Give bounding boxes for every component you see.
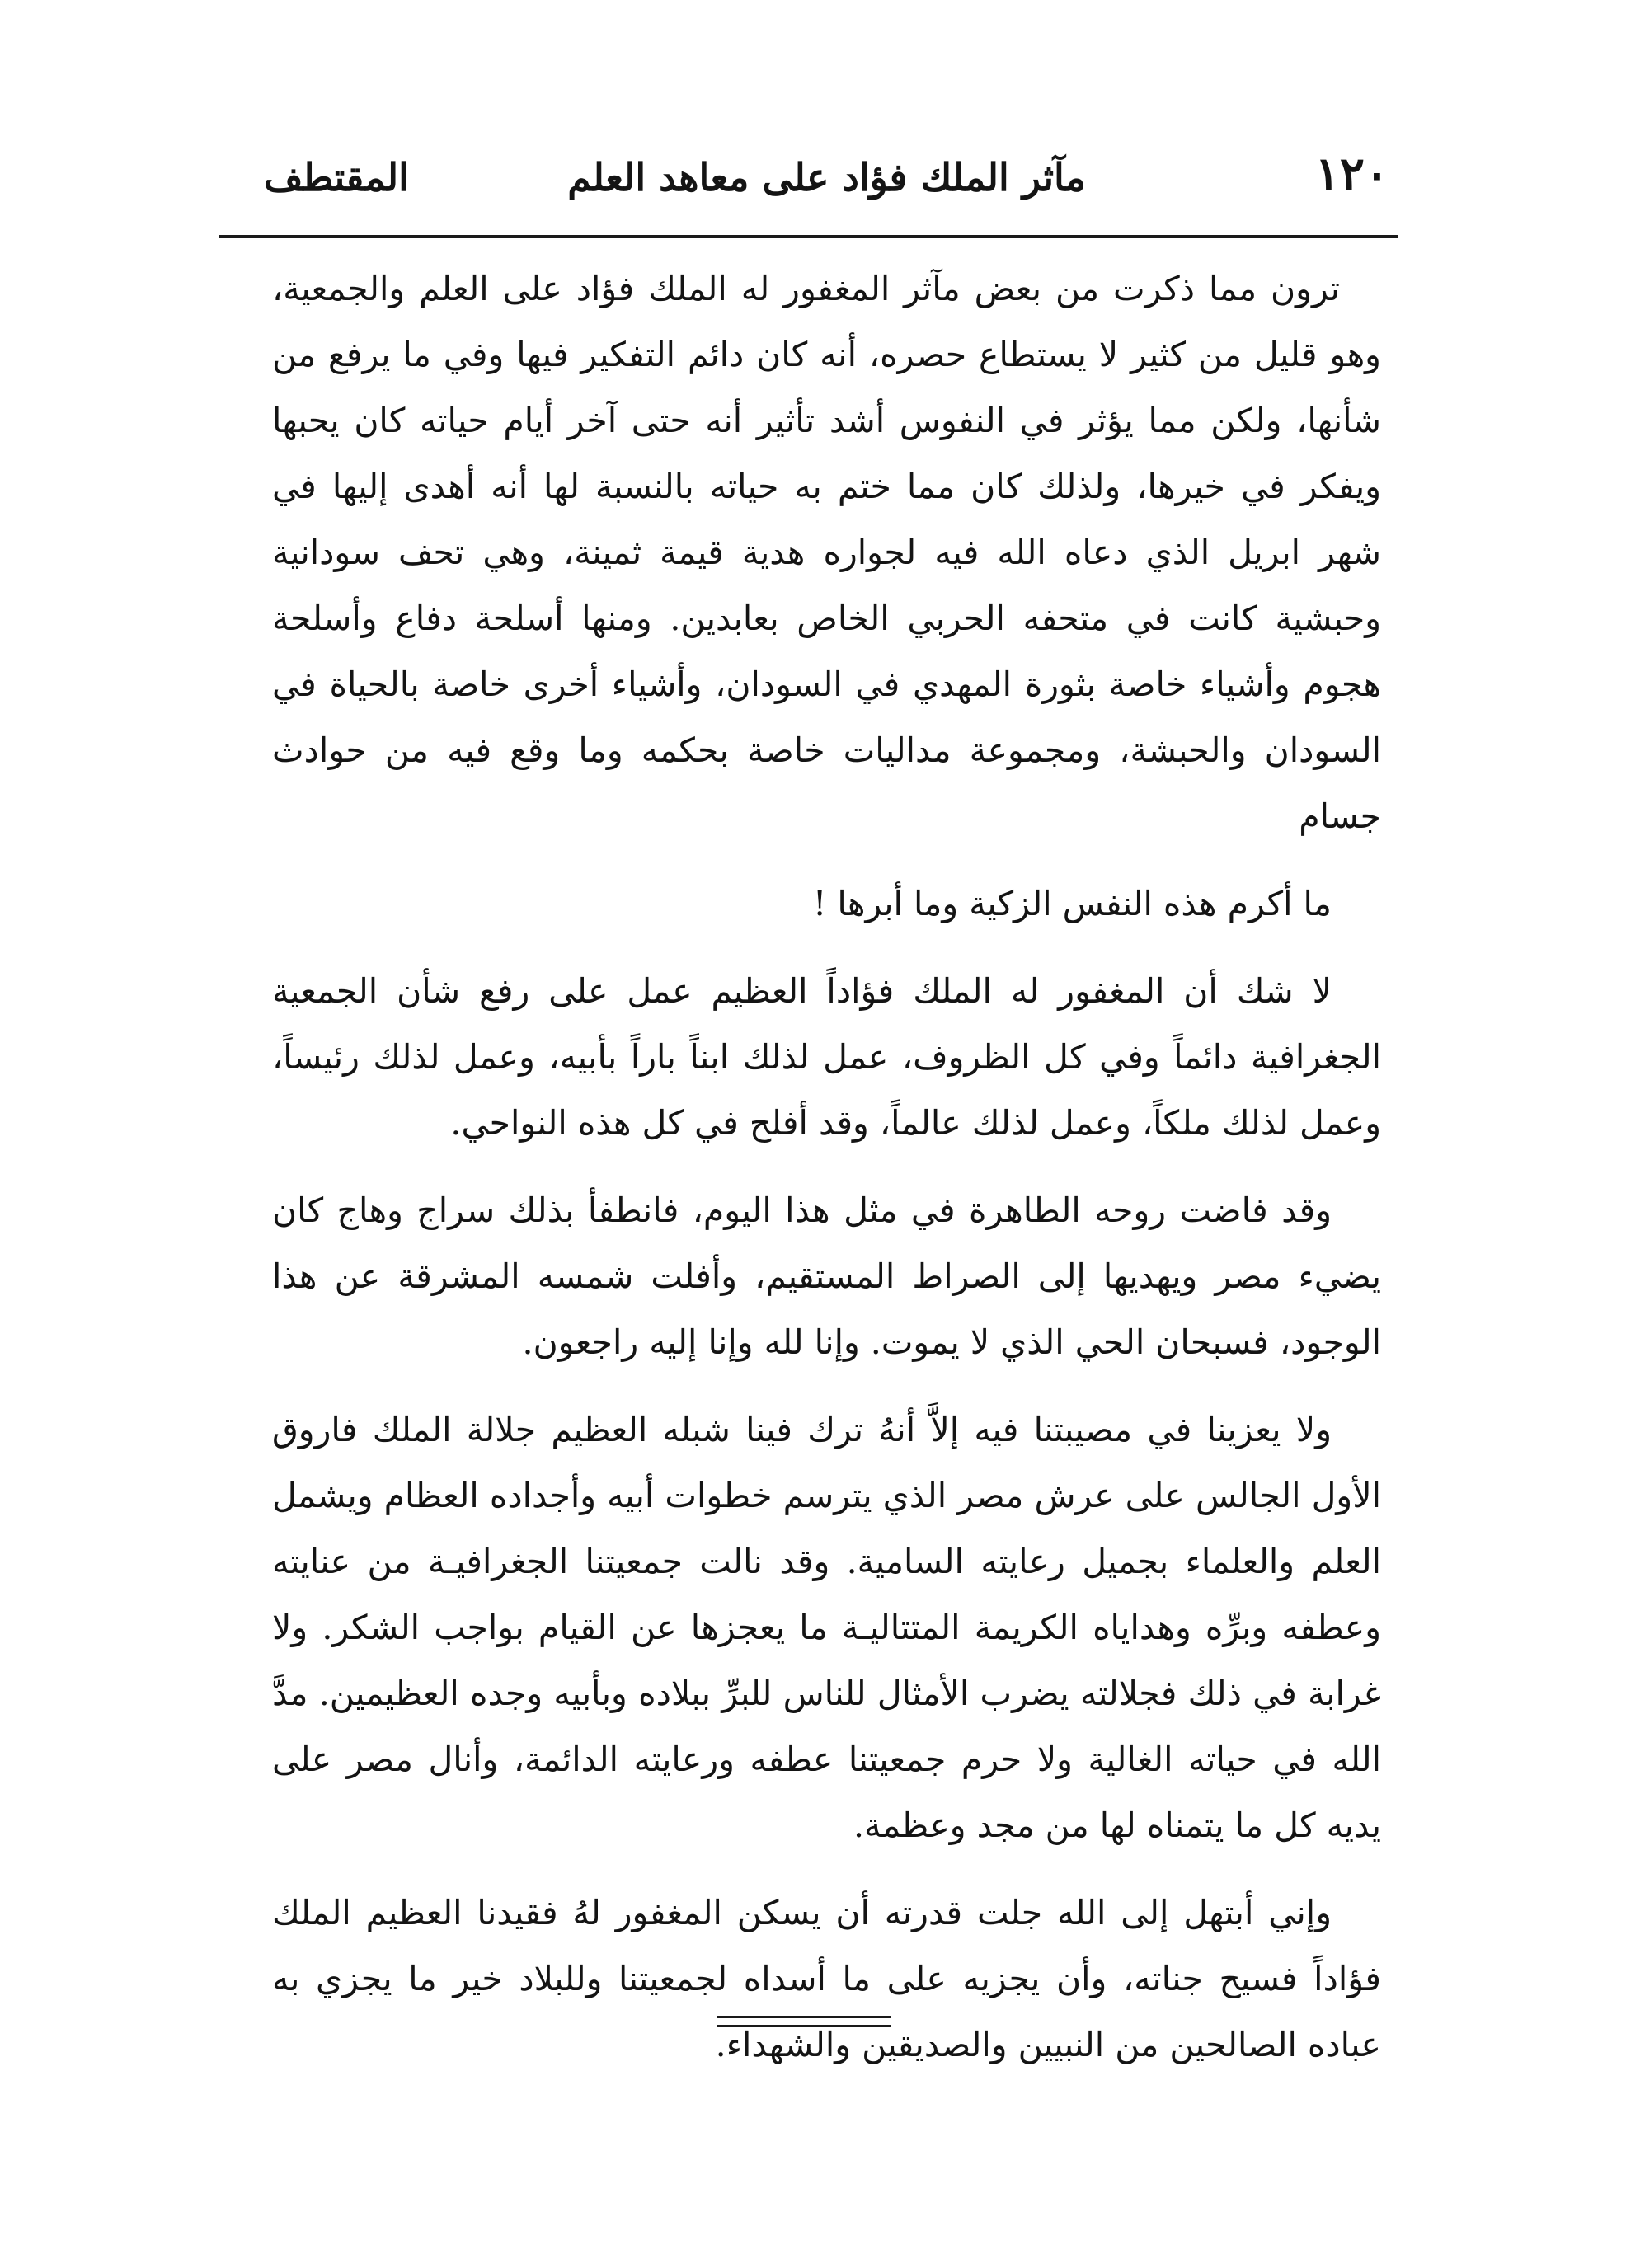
closing-rule-top (717, 2016, 891, 2018)
paragraph-3: لا شك أن المغفور له الملك فؤاداً العظيم عمل على رفع شأن الجمعية الجغرافية دائماً وفي كل الظروف، عمل لذلك ابناً باراً بأبيه، وعمل لذلك رئيساً، وعمل لذلك ملكاً، وعمل لذلك عالماً، وقد أفلح في كل هذه النواحي. (272, 971, 1381, 1143)
journal-name: المقتطف (264, 155, 409, 200)
paragraph-4: وقد فاضت روحه الطاهرة في مثل هذا اليوم، فانطفأ بذلك سراج وهاج كان يضيء مصر ويهديها إلى الصراط المستقيم، وأفلت شمسه المشرقة عن هذا الوجود، فسبحان الحي الذي لا يموت. وإنا لله وإنا إليه راجعون. (272, 1190, 1381, 1362)
header-rule (219, 235, 1398, 238)
closing-rule-bottom (717, 2025, 891, 2027)
paragraph-5: ولا يعزينا في مصيبتنا فيه إلاَّ أنهُ ترك فينا شبله العظيم جلالة الملك فاروق الأول الجالس على عرش مصر الذي يترسم خطوات أبيه وأجداده العظام ويشمل العلم والعلماء بجميل رعايته السامية. وقد نالت جمعيتنا الجغرافيـة من عنايته وعطفه وبرِّه وهداياه الكريمة المتتاليـة ما يعجزها عن القيام بواجب الشكر. ولا غرابة في ذلك فجلالته يضرب الأمثال للناس للبرِّ ببلاده وبأبيه وجده العظيمين. مدَّ الله في حياته الغالية ولا حرم جمعيتنا عطفه ورعايته الدائمة، وأنال مصر على يديه كل ما يتمناه لها من مجد وعظمة. (272, 1410, 1381, 1845)
paragraph-2: ما أكرم هذه النفس الزكية وما أبرها ! (812, 884, 1332, 923)
page-header (264, 140, 1389, 214)
page-number: ١٢٠ (1314, 147, 1389, 201)
paragraph-1: ترون مما ذكرت من بعض مآثر المغفور له الملك فؤاد على العلم والجمعية، وهو قليل من كثير لا يستطاع حصره، أنه كان دائم التفكير فيها وفي ما يرفع من شأنها، ولكن مما يؤثر في النفوس أشد تأثير أنه حتى آخر أيام حياته كان يحبها ويفكر في خيرها، ولذلك كان مما ختم به حياته بالنسبة لها أنه أهدى إليها في شهر ابريل الذي دعاه الله فيه لجواره هدية قيمة ثمينة، وهي تحف سودانية وحبشية كانت في متحفه الحربي الخاص بعابدين. ومنها أسلحة دفاع وأسلحة هجوم وأشياء خاصة بثورة المهدي في السودان، وأشياء أخرى خاصة بالحياة في السودان والحبشة، ومجموعة مداليات خاصة بحكمه وما وقع فيه من حوادث جسام (272, 269, 1381, 836)
article-body (272, 256, 1381, 2099)
paragraph-6: وإني أبتهل إلى الله جلت قدرته أن يسكن المغفور لهُ فقيدنا العظيم الملك فؤاداً فسيح جناته، وأن يجزيه على ما أسداه لجمعيتنا وللبلاد خير ما يجزي به عباده الصالحين من النبيين والصديقين والشهداء. (272, 1893, 1381, 2064)
running-title: مآثر الملك فؤاد على معاهد العلم (567, 155, 1086, 200)
